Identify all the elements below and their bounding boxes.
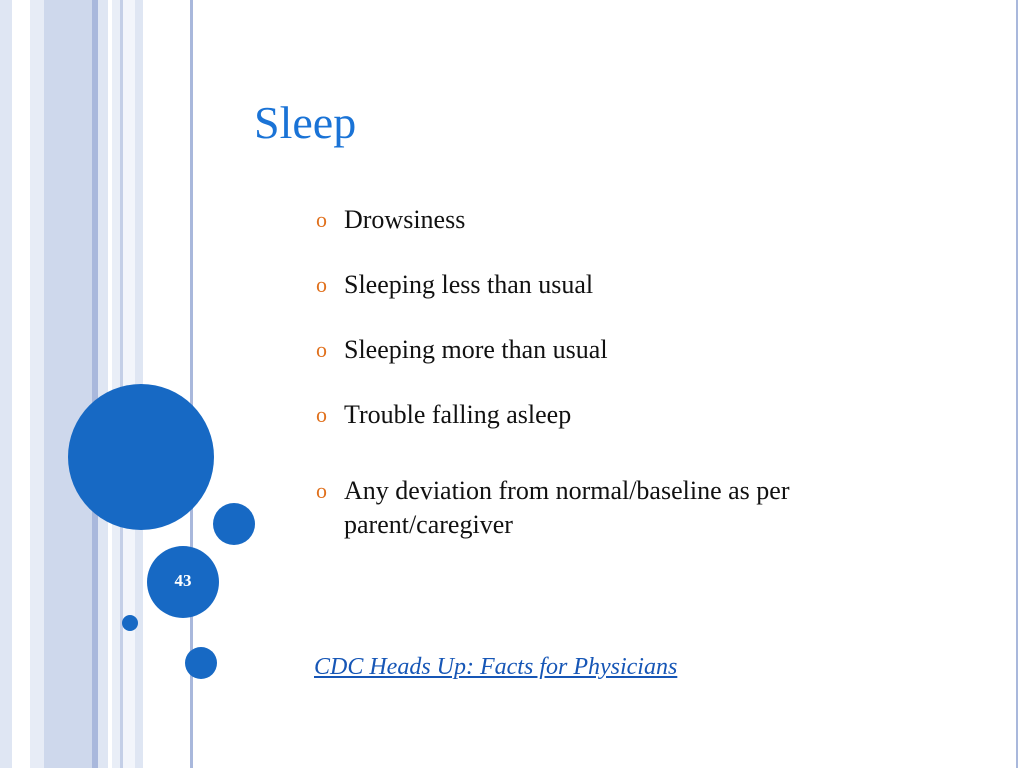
bullet-marker: o (316, 272, 327, 297)
bullet-text: Sleeping more than usual (344, 335, 608, 364)
decor-right-border (1016, 0, 1018, 768)
bullet-marker: o (316, 478, 327, 503)
decor-circle-tiny (122, 615, 138, 631)
decor-circle-small (185, 647, 217, 679)
bullet-item (316, 203, 936, 237)
decor-stripe (112, 0, 120, 768)
slide-title: Sleep (254, 97, 357, 148)
bullet-text: Any deviation from normal/baseline as per parent/caregiver (344, 476, 790, 539)
decor-stripe (30, 0, 44, 768)
decor-stripe (12, 0, 30, 768)
decor-stripe (44, 0, 92, 768)
decor-circle-large (68, 384, 214, 530)
bullet-item (316, 333, 936, 367)
decor-circle-medium (213, 503, 255, 545)
bullet-text: Sleeping less than usual (344, 270, 594, 299)
cdc-heads-up-link[interactable]: CDC Heads Up: Facts for Physicians (314, 654, 678, 680)
decor-stripe (98, 0, 108, 768)
bullet-marker: o (316, 337, 327, 362)
bullet-marker: o (316, 207, 327, 232)
bullet-marker: o (316, 402, 327, 427)
decor-stripe (0, 0, 12, 768)
bullet-text: Drowsiness (344, 205, 466, 234)
bullet-item (316, 268, 936, 302)
slide-number-badge (147, 546, 219, 618)
bullet-text: Trouble falling asleep (344, 400, 572, 429)
bullet-item (316, 398, 936, 432)
bullet-item (316, 474, 936, 542)
slide-number: 43 (174, 571, 192, 590)
